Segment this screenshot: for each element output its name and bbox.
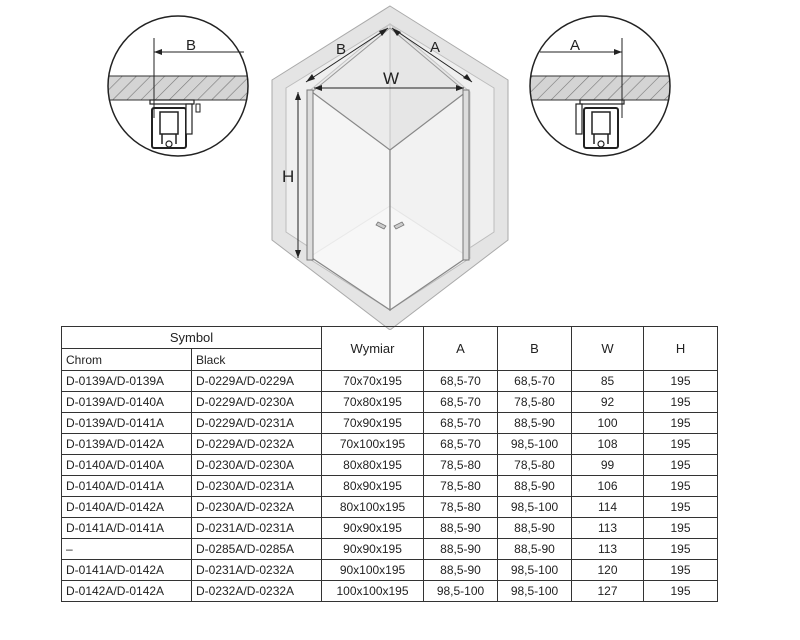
cell-chrom: D-0139A/D-0141A (62, 413, 192, 434)
cell-wymiar: 80x90x195 (322, 476, 424, 497)
cell-black: D-0231A/D-0232A (192, 560, 322, 581)
cell-wymiar: 80x80x195 (322, 455, 424, 476)
table-row (62, 581, 718, 602)
cell-w: 106 (572, 476, 644, 497)
cell-h: 195 (644, 413, 718, 434)
table-row (62, 392, 718, 413)
left-detail-label-b: B (186, 37, 197, 54)
cell-wymiar: 90x90x195 (322, 539, 424, 560)
cell-wymiar: 80x100x195 (322, 497, 424, 518)
cell-chrom: – (62, 539, 192, 560)
cell-black: D-0230A/D-0230A (192, 455, 322, 476)
cell-b: 98,5-100 (498, 434, 572, 455)
cell-a: 88,5-90 (424, 560, 498, 581)
cell-black: D-0229A/D-0232A (192, 434, 322, 455)
cell-w: 113 (572, 518, 644, 539)
cell-h: 195 (644, 497, 718, 518)
cell-b: 98,5-100 (498, 560, 572, 581)
cell-wymiar: 90x100x195 (322, 560, 424, 581)
cell-a: 78,5-80 (424, 497, 498, 518)
cell-wymiar: 100x100x195 (322, 581, 424, 602)
cell-chrom: D-0140A/D-0140A (62, 455, 192, 476)
cell-w: 100 (572, 413, 644, 434)
left-detail-circle (100, 16, 260, 156)
label-w: W (383, 69, 400, 88)
cell-h: 195 (644, 434, 718, 455)
header-h: H (644, 327, 718, 371)
cell-chrom: D-0141A/D-0141A (62, 518, 192, 539)
table-row (62, 497, 718, 518)
header-wymiar: Wymiar (322, 327, 424, 371)
shower-isometric (272, 6, 508, 330)
cell-w: 127 (572, 581, 644, 602)
cell-a: 68,5-70 (424, 392, 498, 413)
cell-h: 195 (644, 392, 718, 413)
table-row (62, 413, 718, 434)
header-symbol: Symbol (62, 327, 322, 349)
cell-wymiar: 70x70x195 (322, 371, 424, 392)
label-h: H (282, 167, 295, 186)
header-chrom: Chrom (62, 349, 192, 371)
cell-b: 88,5-90 (498, 518, 572, 539)
cell-black: D-0285A/D-0285A (192, 539, 322, 560)
cell-b: 78,5-80 (498, 455, 572, 476)
right-detail-label-a: A (570, 37, 581, 54)
cell-h: 195 (644, 371, 718, 392)
cell-w: 120 (572, 560, 644, 581)
cell-chrom: D-0139A/D-0140A (62, 392, 192, 413)
cell-b: 98,5-100 (498, 497, 572, 518)
cell-chrom: D-0139A/D-0139A (62, 371, 192, 392)
left-profile-icon (150, 100, 200, 148)
cell-b: 88,5-90 (498, 476, 572, 497)
header-b: B (498, 327, 572, 371)
cell-a: 78,5-80 (424, 476, 498, 497)
cell-a: 68,5-70 (424, 434, 498, 455)
cell-black: D-0229A/D-0229A (192, 371, 322, 392)
table-row (62, 371, 718, 392)
cell-a: 78,5-80 (424, 455, 498, 476)
cell-a: 88,5-90 (424, 518, 498, 539)
cell-wymiar: 90x90x195 (322, 518, 424, 539)
cell-w: 108 (572, 434, 644, 455)
table-row (62, 518, 718, 539)
label-b: B (336, 41, 347, 58)
cell-a: 68,5-70 (424, 413, 498, 434)
cell-b: 78,5-80 (498, 392, 572, 413)
dimensions-table (61, 326, 718, 602)
cell-wymiar: 70x80x195 (322, 392, 424, 413)
table-body (62, 371, 718, 602)
header-black: Black (192, 349, 322, 371)
table-row (62, 539, 718, 560)
cell-wymiar: 70x100x195 (322, 434, 424, 455)
cell-h: 195 (644, 518, 718, 539)
cell-wymiar: 70x90x195 (322, 413, 424, 434)
right-detail-circle (520, 16, 680, 156)
table-row (62, 455, 718, 476)
cell-b: 88,5-90 (498, 539, 572, 560)
table-row (62, 560, 718, 581)
cell-black: D-0231A/D-0231A (192, 518, 322, 539)
cell-chrom: D-0141A/D-0142A (62, 560, 192, 581)
cell-w: 85 (572, 371, 644, 392)
right-profile-icon (576, 100, 624, 148)
label-a: A (430, 39, 441, 56)
cell-h: 195 (644, 560, 718, 581)
cell-h: 195 (644, 476, 718, 497)
cell-chrom: D-0140A/D-0142A (62, 497, 192, 518)
cell-b: 88,5-90 (498, 413, 572, 434)
cell-w: 92 (572, 392, 644, 413)
cell-a: 68,5-70 (424, 371, 498, 392)
cell-black: D-0232A/D-0232A (192, 581, 322, 602)
cell-b: 98,5-100 (498, 581, 572, 602)
cell-w: 113 (572, 539, 644, 560)
cell-black: D-0229A/D-0230A (192, 392, 322, 413)
header-a: A (424, 327, 498, 371)
cell-black: D-0230A/D-0231A (192, 476, 322, 497)
cell-h: 195 (644, 455, 718, 476)
cell-chrom: D-0140A/D-0141A (62, 476, 192, 497)
table-row (62, 434, 718, 455)
table-row (62, 476, 718, 497)
cell-black: D-0230A/D-0232A (192, 497, 322, 518)
cell-chrom: D-0142A/D-0142A (62, 581, 192, 602)
cell-h: 195 (644, 581, 718, 602)
cell-w: 99 (572, 455, 644, 476)
cell-b: 68,5-70 (498, 371, 572, 392)
cell-a: 98,5-100 (424, 581, 498, 602)
cell-chrom: D-0139A/D-0142A (62, 434, 192, 455)
cell-black: D-0229A/D-0231A (192, 413, 322, 434)
cell-w: 114 (572, 497, 644, 518)
cell-h: 195 (644, 539, 718, 560)
header-w: W (572, 327, 644, 371)
cell-a: 88,5-90 (424, 539, 498, 560)
